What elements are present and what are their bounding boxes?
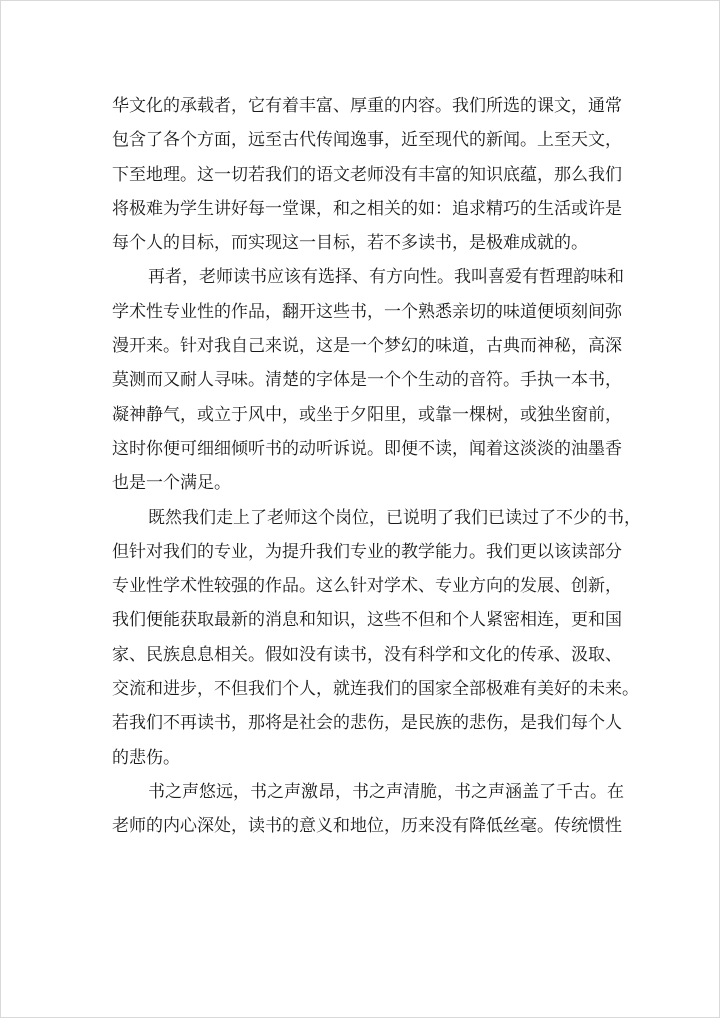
text-line: 华文化的承载者，它有着丰富、厚重的内容。我们所选的课文，通常 [112, 96, 622, 116]
text-line: 专业性学术性较强的作品。这么针对学术、专业方向的发展、创新， [112, 576, 622, 597]
text-line: 也是一个满足。 [112, 473, 231, 494]
text-line: 老师的内心深处，读书的意义和地位，历来没有降低丝毫。传统惯性 [112, 816, 622, 837]
text-line: 漫开来。针对我自己来说，这是一个梦幻的味道，古典而神秘，高深 [112, 336, 622, 357]
text-line: 的悲伤。 [112, 747, 180, 768]
text-line: 学术性专业性的作品，翻开这些书，一个熟悉亲切的味道便顷刻间弥 [112, 301, 622, 322]
text-line: 家、民族息息相关。假如没有读书，没有科学和文化的传承、汲取、 [112, 644, 622, 665]
text-line: 下至地理。这一切若我们的语文老师没有丰富的知识底蕴，那么我们 [112, 164, 622, 185]
text-line: 包含了各个方面，远至古代传闻逸事，近至现代的新闻。上至天文， [112, 130, 622, 151]
document-body [112, 89, 641, 844]
text-line: 再者，老师读书应该有选择、有方向性。我叫喜爱有哲理韵味和 [148, 267, 624, 288]
text-line: 每个人的目标，而实现这一目标，若不多读书，是极难成就的。 [112, 233, 588, 254]
paragraph-2 [112, 260, 624, 500]
paragraph-3 [112, 501, 641, 775]
text-line: 既然我们走上了老师这个岗位，已说明了我们已读过了不少的书， [148, 507, 641, 528]
text-line: 若我们不再读书，那将是社会的悲伤，是民族的悲伤，是我们每个人 [112, 713, 622, 734]
text-line: 莫测而又耐人寻味。清楚的字体是一个个生动的音符。手执一本书， [112, 370, 622, 391]
text-line: 交流和进步，不但我们个人，就连我们的国家全部极难有美好的未来。 [112, 679, 639, 700]
text-line: 我们便能获取最新的消息和知识，这些不但和个人紧密相连，更和国 [112, 610, 622, 631]
text-line: 将极难为学生讲好每一堂课，和之相关的如：追求精巧的生活或许是 [112, 198, 622, 219]
text-line: 这时你便可细细倾听书的动听诉说。即便不读，闻着这淡淡的油墨香 [112, 438, 622, 459]
text-line: 但针对我们的专业，为提升我们专业的教学能力。我们更以该读部分 [112, 541, 622, 562]
text-line: 凝神静气，或立于风中，或坐于夕阳里，或靠一棵树，或独坐窗前， [112, 404, 622, 425]
text-line: 书之声悠远，书之声激昂，书之声清脆，书之声涵盖了千古。在 [148, 781, 624, 802]
paragraph-1 [112, 89, 622, 260]
paragraph-4 [112, 775, 624, 844]
